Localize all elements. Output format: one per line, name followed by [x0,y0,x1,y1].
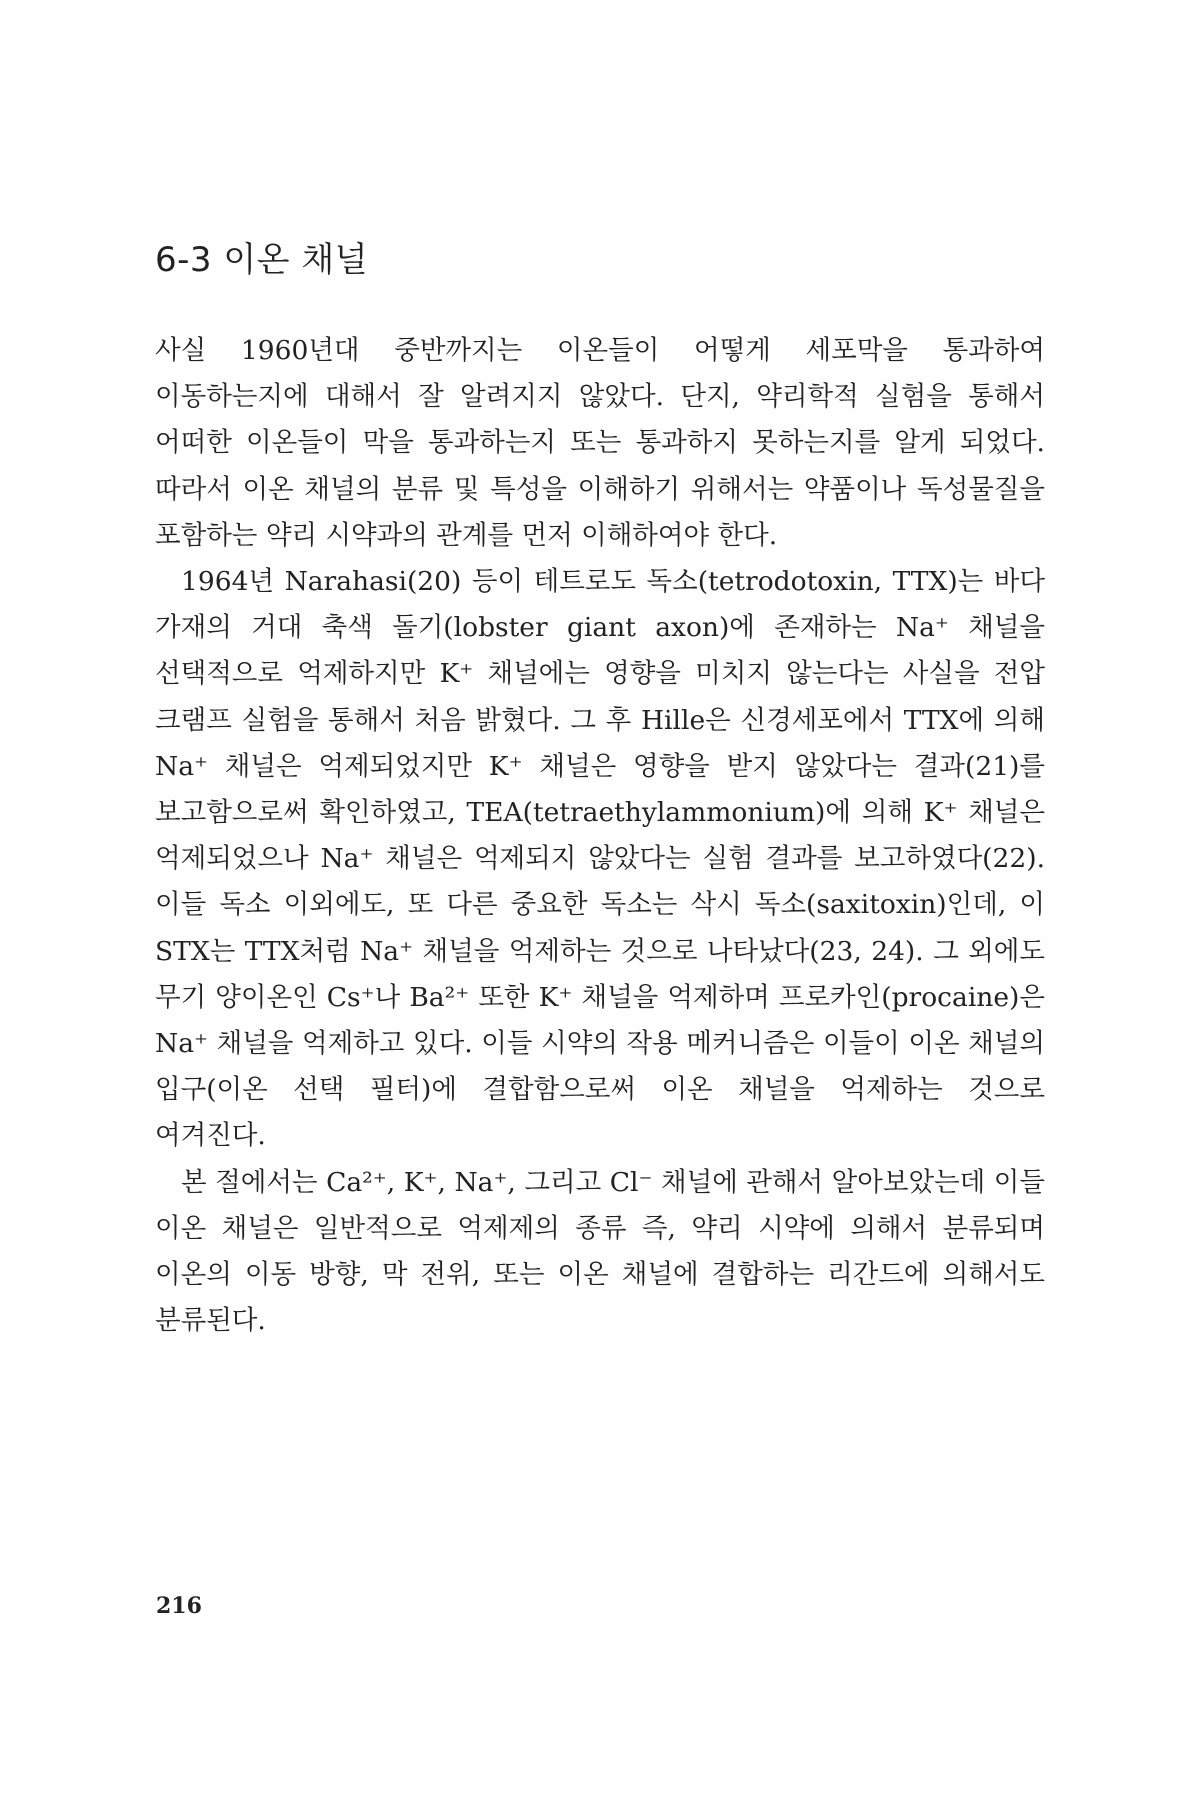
paragraph-toxins: 1964년 Narahasi(20) 등이 테트로도 독소(tetrodotoxin, TTX)는 바다 가재의 거대 축색 돌기(lobster giant axon)에 존재하는 Na⁺ 채널을 선택적으로 억제하지만 K⁺ 채널에는 영향을 미치지 않는다는 사실을 전압 크램프 실험을 통해서 처음 밝혔다. 그 후 Hille은 신경세포에서 TTX에 의해 Na⁺ 채널은 억제되었지만 K⁺ 채널은 영향을 받지 않았다는 결과(21)를 보고함으로써 확인하였고, TEA(tetraethylammonium)에 의해 K⁺ 채널은 억제되었으나 Na⁺ 채널은 억제되지 않았다는 실험 결과를 보고하였다(22). 이들 독소 이외에도, 또 다른 중요한 독소는 삭시 독소(saxitoxin)인데, 이 STX는 TTX처럼 Na⁺ 채널을 억제하는 것으로 나타났다(23, 24). 그 외에도 무기 양이온인 Cs⁺나 Ba²⁺ 또한 K⁺ 채널을 억제하며 프로카인(procaine)은 Na⁺ 채널을 억제하고 있다. 이들 시약의 작용 메커니즘은 이들이 이온 채널의 입구(이온 선택 필터)에 결합함으로써 이온 채널을 억제하는 것으로 여겨진다. [155,566,1045,1152]
paragraph-intro: 사실 1960년대 중반까지는 이온들이 어떻게 세포막을 통과하여 이동하는지에 대해서 잘 알려지지 않았다. 단지, 약리학적 실험을 통해서 어떠한 이온들이 막을 통과하는지 또는 통과하지 못하는지를 알게 되었다. 따라서 이온 채널의 분류 및 특성을 이해하기 위해서는 약품이나 독성물질을 포함하는 약리 시약과의 관계를 먼저 이해하여야 한다. [155,335,1045,551]
body-text [155,328,1045,1344]
paragraph-summary: 본 절에서는 Ca²⁺, K⁺, Na⁺, 그리고 Cl⁻ 채널에 관해서 알아보았는데 이들 이온 채널은 일반적으로 억제제의 종류 즉, 약리 시약에 의해서 분류되며 이온의 이동 방향, 막 전위, 또는 이온 채널에 결합하는 리간드에 의해서도 분류된다. [155,1166,1045,1337]
page-number: 216 [156,1593,202,1619]
section-heading: 6-3 이온 채널 [155,240,369,280]
